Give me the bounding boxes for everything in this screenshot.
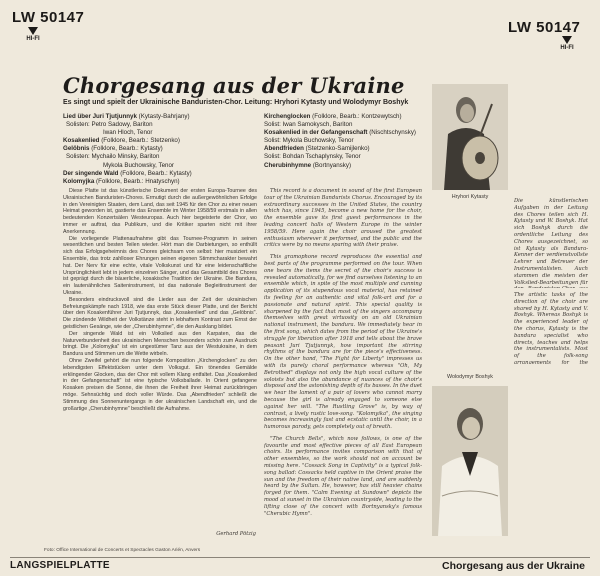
german-paragraph: Diese Platte ist das künstlerische Dokument der ersten Europa-Tournee des Ukrainischen Banduristen-Chores. Ermutigt durch die außergewöhnlichen Erfolge in den Vereinigten Staaten, dem Land, das seit 1945 für den Chor zu einer neuen Heimat geworden ist, gastierte das Ensemble im Winter 1958/59 erstmals in allen bedeutenden Konzertsälen Westeuropas. Auch hier begeisterte der Chor, wo immer er auftrat, das Publikum, und die Kritiker sparten nicht mit ihrer Anerkennung. <box>63 188 257 235</box>
hifi-triangle-icon <box>562 36 572 44</box>
program-line: Solist: Mykola Buchowsky, Tenor <box>264 137 354 145</box>
program-line: Kolomyjka (Folklore, Bearb.: Hnatyschyn) <box>63 177 180 185</box>
program-line: Der singende Wald (Folklore, Bearb.: Kytasty) <box>63 169 192 177</box>
german-paragraph: Besonders eindrucksvoll sind die Lieder aus der Zeit der ukrainischen Befreiungskämpfe nach 1918, wie das erste Stück dieser Platte, und der Bericht über den Kosakenführer Juri Tjutjunnyk, das „Kosakenlied" und das „Gelöbnis". Die zündende Wildheit der Volkstänze steht in lebhaftem Kontrast zum Ernst der geistlichen Gesänge, wie der „Cherubinhymne", die den Ausklang bildet. <box>63 296 257 330</box>
program-line: Kosakenlied (Folklore, Bearb.: Stetzenko) <box>63 137 180 145</box>
portrait-kytasty-icon <box>432 84 508 190</box>
portrait-boshyk-icon <box>432 386 508 536</box>
hifi-triangle-icon <box>28 27 38 35</box>
hifi-label-left: HI-FI <box>26 36 40 42</box>
program-line: Kosakenlied in der Gefangenschaft (Nischtschynsky) <box>264 129 416 137</box>
program-line: Gelöbnis (Folklore, Bearb.: Kytasty) <box>63 145 163 153</box>
program-line: Lied über Juri Tjutjunnyk (Kytasty-Bahrjany) <box>63 113 190 120</box>
footer-label: LANGSPIELPLATTE <box>10 560 110 571</box>
program-line: Solisten: Petro Sadowy, Bariton <box>66 121 153 129</box>
catalog-number-left: LW 50147 <box>12 9 85 26</box>
program-line: Iwan Hloch, Tenor <box>103 129 153 137</box>
hifi-logo-right <box>556 36 578 51</box>
program-line: Abendfrieden (Stetzenko-Samijlenko) <box>264 145 370 153</box>
german-text-column <box>63 188 257 528</box>
footer-rule <box>10 557 590 558</box>
footer-title: Chorgesang aus der Ukraine <box>442 560 585 572</box>
program-line: Solist: Iwan Samokysch, Bariton <box>264 121 353 129</box>
program-line: Mykola Buchowsky, Tenor <box>103 161 174 169</box>
german-paragraph: Die vorliegende Plattenaufnahme gibt das Tournee-Programm in seinen wesentlichen und besten Teilen wieder. Hört man die Darbietungen, so enthüllt sich das Erfolgsgeheimnis des Chores gleichsam von selbst: hier musiziert ein Ensemble, das trotz zahlloser Ehrungen seinen eigenen Stimmcharakter bewahrt hat. Der Nerv für eine echte, vitale Volkskunst und für eine leidenschaftliche Ursprünglichkeit lebt in jedem einzelnen Sänger, und das Gesamtbild des Chores ist geprägt durch die bäuerliche, kosakische Tradition der Ukraine. Die Bandura, ein lautenähnliches Saiteninstrument, ist das nationale Begleitinstrument der Ukraine. <box>63 235 257 296</box>
subtitle: Es singt und spielt der Ukrainische Banduristen-Chor. Leitung: Hryhori Kytasty und Wolodymyr Boshyk <box>63 99 409 106</box>
right-bio-de: Die künstlerischen Aufgaben in der Leitung des Chores teilen sich H. Kytasty und W. Boshyk. Hat sich Boshyk durch die ordentliche Leitung des Chores ausgezeichnet, so ist Kytasty als Bandura-Kenner der verdienstvollste Lehrer und Betreuer der Instrumentalisten. Auch stammen die meisten der Volkslied-Bearbeitungen für <box>514 198 588 286</box>
page-title: Chorgesang aus der Ukraine <box>63 73 405 98</box>
program-line: Kirchenglocken (Folklore, Bearb.: Kontzewytsch) <box>264 113 402 120</box>
german-paragraph: Ohne Zweifel gehört die nun folgende Komposition „Kirchenglocken" zu den lebendigsten Effektstücken unter dem Volksgut. Ein tönendes Gemälde erklingender Glocken, das der Chor mit vollem Klang entfaltet. Das „Kosakenlied in der Gefangenschaft" ist eine typische Volksballade. In Orient gefangene Kosaken preisen die Sonne, die ihnen die Freiheit ihrer Heimat zurückbringen möge. Sehnsüchtig und doch voller Würde. Das „Abendfrieden" schließt die Stimmung des Sonnenuntergangs in der ukrainischen Landschaft ein, und die großartige „Cherubinhymne" beschließt die Aufnahme. <box>63 357 257 412</box>
english-text-column <box>264 188 422 535</box>
photo-credit: Foto: Office International de Concerts et Spectacles Gaston Arién, Anvers <box>44 548 201 553</box>
hifi-label-right: HI-FI <box>560 45 574 51</box>
german-author: Gerhard Pötzig <box>216 531 256 537</box>
photo-caption-kytasty: Hryhori Kytasty <box>451 194 489 200</box>
english-paragraph: This gramophone record reproduces the essential and best parts of the programme performed on the tour. When one hears the items the secret of the choir's success is revealed automatically, for we find ourselves listening to an ensemble which, in spite of the most multiple and cunning application of its stupendous vocal material, has retained its feeling for an authentic and vital folk-art and for a passionate and natural spirit. This special quality is sharpened by the fact that most of the singers accompany themselves with great virtuosity on an old Ukrainian national instrument, the bandura. We immediately hear in the first song, which dates from the period of the Ukraine's struggle for liberation after 1918 and tells about the brave peasant Juri Tjutjunnyk, how important the stirring rhythms of the bandura are for the piece's effectiveness. On the other hand, "The Fight for Liberty" impresses us with its purely choral performance whereas "Oh, My Betrothed" displays not only the high vocal culture of the soloists but also the abundance of nuances of the choir's disposal and the astonishing depth of its basses. In the duet we hear the lament of a pair of lovers who cannot marry because the girl is already engaged to someone else against her will. "The Rustling Grove" is, by way of contrast, a lively rustic love-song. "Kolomyika", the singing becomes increasingly fast and ecstatic until the choir, in a humorous parody, gets completely out of breath. <box>264 254 422 431</box>
program-line: Solist: Bohdan Tschaplynsky, Tenor <box>264 153 361 161</box>
program-line: Cherubinhymne (Bortnyansky) <box>264 161 352 169</box>
english-paragraph: This record is a document in sound of the first European tour of the Ukrainian Bandurists Chorus. Encouraged by its extraordinary successes in the United States, the country which has, since 1945, become a new home for the choir, the ensemble gave its first guest performances in the leading concert halls of Western Europe in the winter 1958/59. Here again the choir aroused the greatest enthusiasm wherever it performed, and the public and the critics were by no means sparing with their praise. <box>264 188 422 249</box>
english-paragraph: "The Church Bells", which now follows, is one of the favourite and most effective pieces of all East European choirs. Its performance invites comparison with that of other ensembles, so the work should not on account be missing here. "Cossack Song in Captivity" is a typical folk-song ballad: Cossacks held captive in the Orient praise the sun and the freedom of their native land, and are suddenly heard by the Sultan. He, however, has still heavier chains forged for them. "Calm Evening at Sundown" depicts the mood at sunset in the Ukrainian countryside, leading to the lifting close of the concert with Bortnyansky's famous "Cherubic Hymn". <box>264 435 422 517</box>
program-left <box>63 113 258 186</box>
photo-caption-boshyk: Wolodymyr Boshyk <box>446 374 494 380</box>
program-right <box>264 113 424 170</box>
catalog-number-right: LW 50147 <box>508 19 581 36</box>
program-line: Solisten: Mychailo Minsky, Bariton <box>66 153 160 161</box>
hifi-logo-left <box>22 27 44 42</box>
right-bio-en: The artistic tasks of the direction of the choir are shared by H. Kytasty and V. Boshyk. Whereas Boshyk is the experienced leader of the chorus, Kytasty is the bandura specialist who directs, teaches and helps the instrumentalists. Most of the folk-song arrangements for the <box>514 292 588 364</box>
photo-boshyk <box>432 386 508 536</box>
photo-kytasty <box>432 84 508 190</box>
german-paragraph: Der singende Wald ist ein Volkslied aus den Karpaten, das die Naturverbundenheit des ukrainischen Menschen besonders schön zum Ausdruck bringt. Die „Kolomyjka" ist ein ungestümer Tanz aus der Westukraine, in dem Bandura und Stimmen um die Wette wirbeln. <box>63 330 257 358</box>
